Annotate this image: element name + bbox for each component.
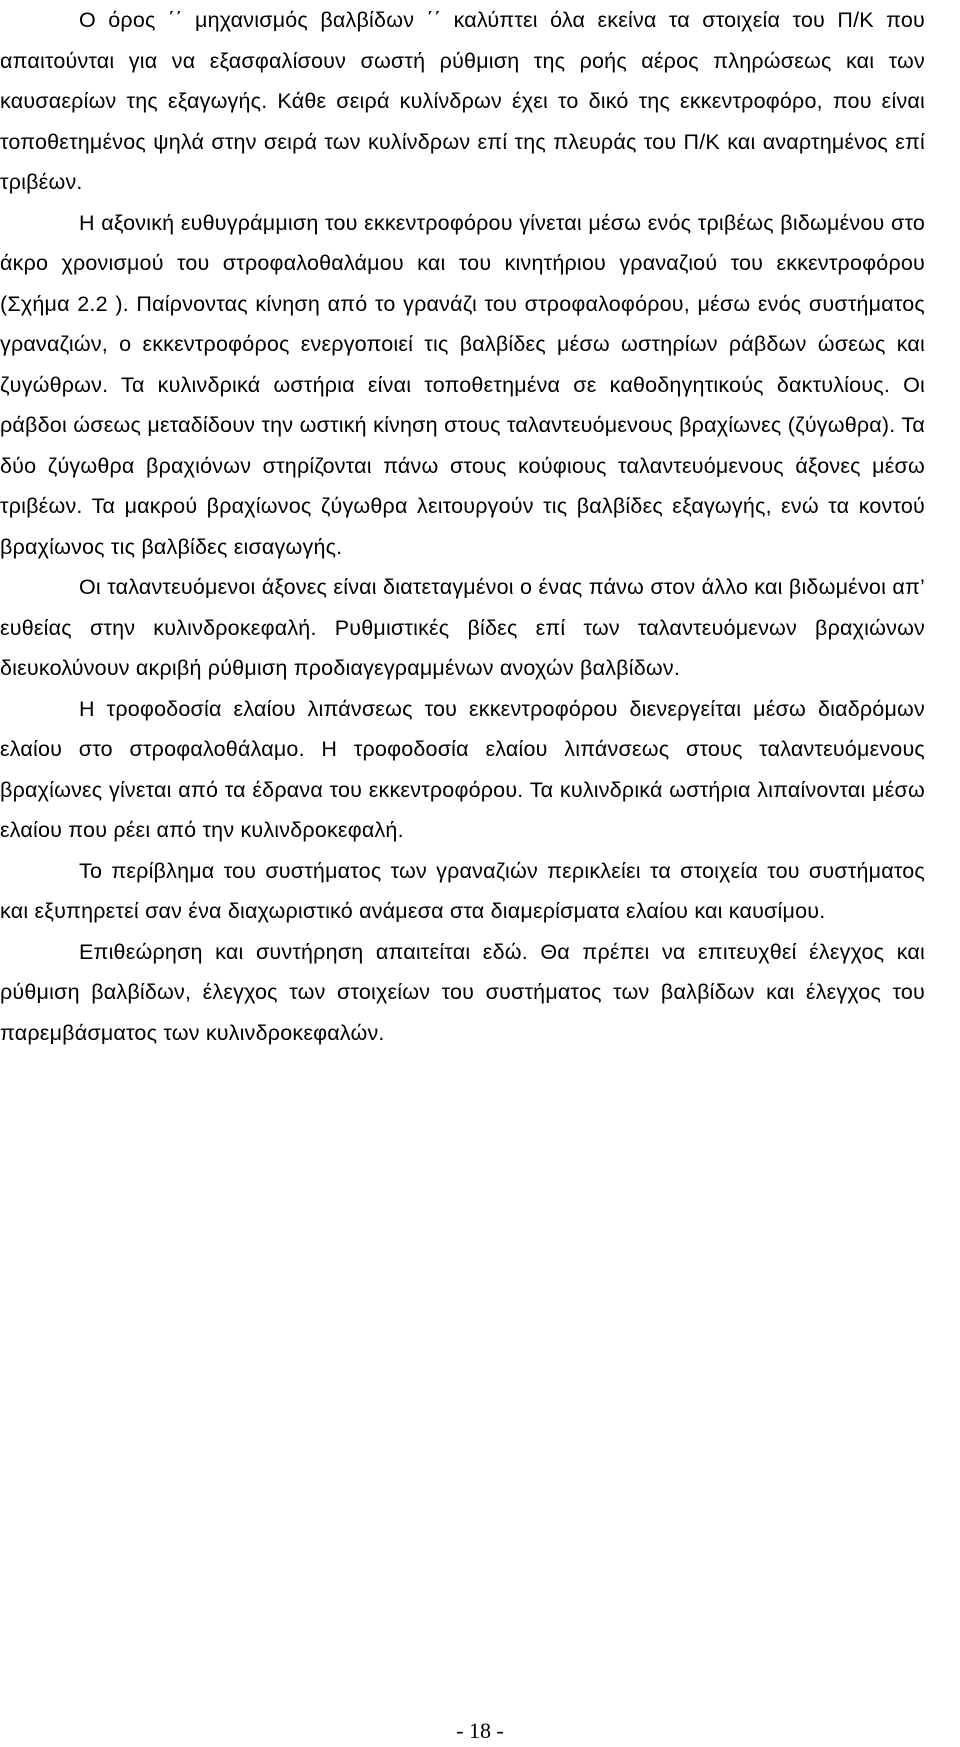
paragraph-2: Η αξονική ευθυγράμμιση του εκκεντροφόρου γίνεται μέσω ενός τριβέως βιδωμένου στο άκρο χρονισμού του στροφαλοθαλάμου και του κινητήριου γραναζιού του εκκεντροφόρου (Σχήμα 2.2 ). Παίρνοντας κίνηση από το γρανάζι του στροφαλοφόρου, μέσω ενός συστήματος γραναζιών, ο εκκεντροφόρος ενεργοποιεί τις βαλβίδες μέσω ωστηρίων ράβδων ώσεως και ζυγώθρων. Τα κυλινδρικά ωστήρια είναι τοποθετημένα σε καθοδηγητικούς δακτυλίους. Οι ράβδοι ώσεως μεταδίδουν την ωστική κίνηση στους ταλαντευόμενους βραχίωνες (ζύγωθρα). Τα δύο ζύγωθρα βραχιόνων στηρίζονται πάνω στους κούφιους ταλαντευόμενους άξονες μέσω τριβέων. Τα μακρού βραχίωνος ζύγωθρα λειτουργούν τις βαλβίδες εξαγωγής, ενώ τα κοντού βραχίωνος τις βαλβίδες εισαγωγής. — [0, 210, 925, 559]
paragraph-5: Το περίβλημα του συστήματος των γραναζιών περικλείει τα στοιχεία του συστήματος και εξυπηρετεί σαν ένα διαχωριστικό ανάμεσα στα διαμερίσματα ελαίου και καυσίμου. — [0, 858, 925, 923]
paragraph-6: Επιθεώρηση και συντήρηση απαιτείται εδώ. Θα πρέπει να επιτευχθεί έλεγχος και ρύθμιση βαλβίδων, έλεγχος των στοιχείων του συστήματος των βαλβίδων και έλεγχος του παρεμβάσματος των κυλινδροκεφαλών. — [0, 939, 925, 1045]
paragraph-4: Η τροφοδοσία ελαίου λιπάνσεως του εκκεντροφόρου διενεργείται μέσω διαδρόμων ελαίου στο στροφαλοθάλαμο. Η τροφοδοσία ελαίου λιπάνσεως στους ταλαντευόμενους βραχίωνες γίνεται από τα έδρανα του εκκεντροφόρου. Τα κυλινδρικά ωστήρια λιπαίνονται μέσω ελαίου που ρέει από την κυλινδροκεφαλή. — [0, 696, 925, 842]
page-number: - 18 - — [456, 1718, 504, 1743]
paragraph-1: Ο όρος ΄΄ μηχανισμός βαλβίδων ΄΄ καλύπτει όλα εκείνα τα στοιχεία του Π/Κ που απαιτούνται για να εξασφαλίσουν σωστή ρύθμιση της ροής αέρος πληρώσεως και των καυσαερίων της εξαγωγής. Κάθε σειρά κυλίνδρων έχει το δικό της εκκεντροφόρο, που είναι τοποθετημένος ψηλά στην σειρά των κυλίνδρων επί της πλευράς του Π/Κ και αναρτημένος επί τριβέων. — [0, 8, 925, 194]
paragraph-3: Οι ταλαντευόμενοι άξονες είναι διατεταγμένοι ο ένας πάνω στον άλλο και βιδωμένοι απ’ ευθείας στην κυλινδροκεφαλή. Ρυθμιστικές βίδες επί των ταλαντευόμενων βραχιώνων διευκολύνουν ακριβή ρύθμιση προδιαγεγραμμένων ανοχών βαλβίδων. — [0, 575, 925, 680]
